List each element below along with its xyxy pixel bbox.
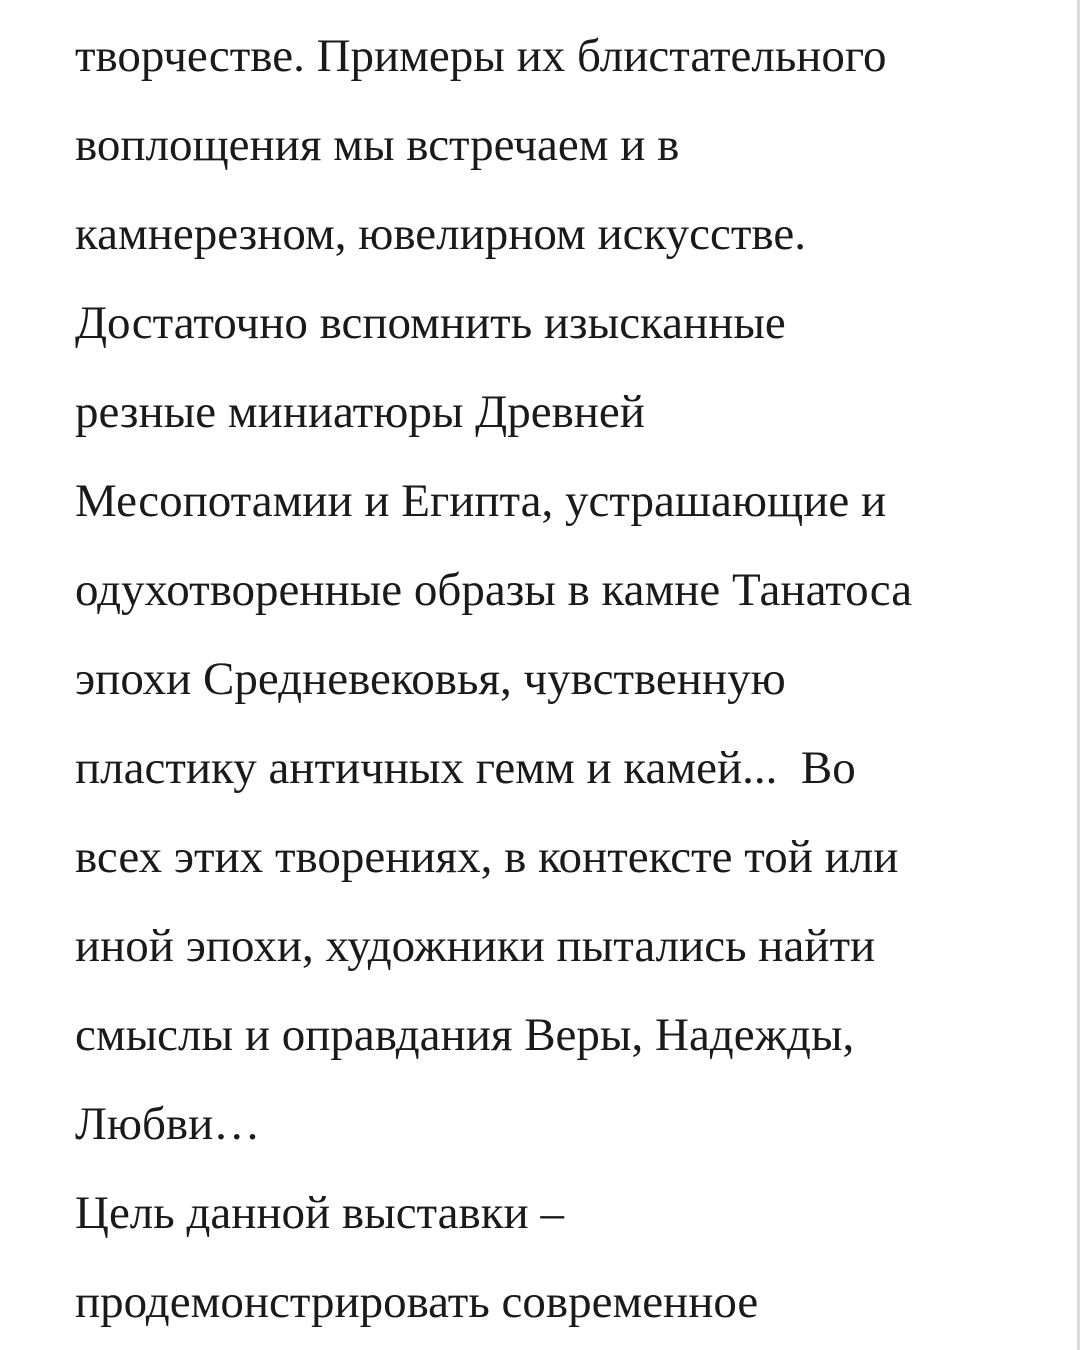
- text-line: камнерезном, ювелирном искусстве.: [75, 208, 806, 260]
- text-line: Цель данной выставки –: [75, 1187, 564, 1239]
- text-line: Месопотамии и Египта, устрашающие и: [75, 475, 887, 527]
- text-line: эпохи Средневековья, чувственную: [75, 653, 786, 705]
- text-line: продемонстрировать современное: [75, 1276, 759, 1328]
- text-line: иной эпохи, художники пытались найти: [75, 920, 876, 972]
- text-line: одухотворенные образы в камне Танатоса: [75, 564, 913, 616]
- text-line: Достаточно вспомнить изысканные: [75, 297, 786, 349]
- text-line: всех этих творениях, в контексте той или: [75, 831, 899, 883]
- text-line: Любви…: [75, 1098, 261, 1150]
- body-text: [75, 12, 1035, 1347]
- text-line: воплощения мы встречаем и в: [75, 119, 680, 171]
- text-line: пластику античных гемм и камей... Во: [75, 742, 856, 794]
- text-line: творчестве. Примеры их блистательного: [75, 30, 887, 82]
- text-line: резные миниатюры Древней: [75, 386, 645, 438]
- text-line: смыслы и оправдания Веры, Надежды,: [75, 1009, 855, 1061]
